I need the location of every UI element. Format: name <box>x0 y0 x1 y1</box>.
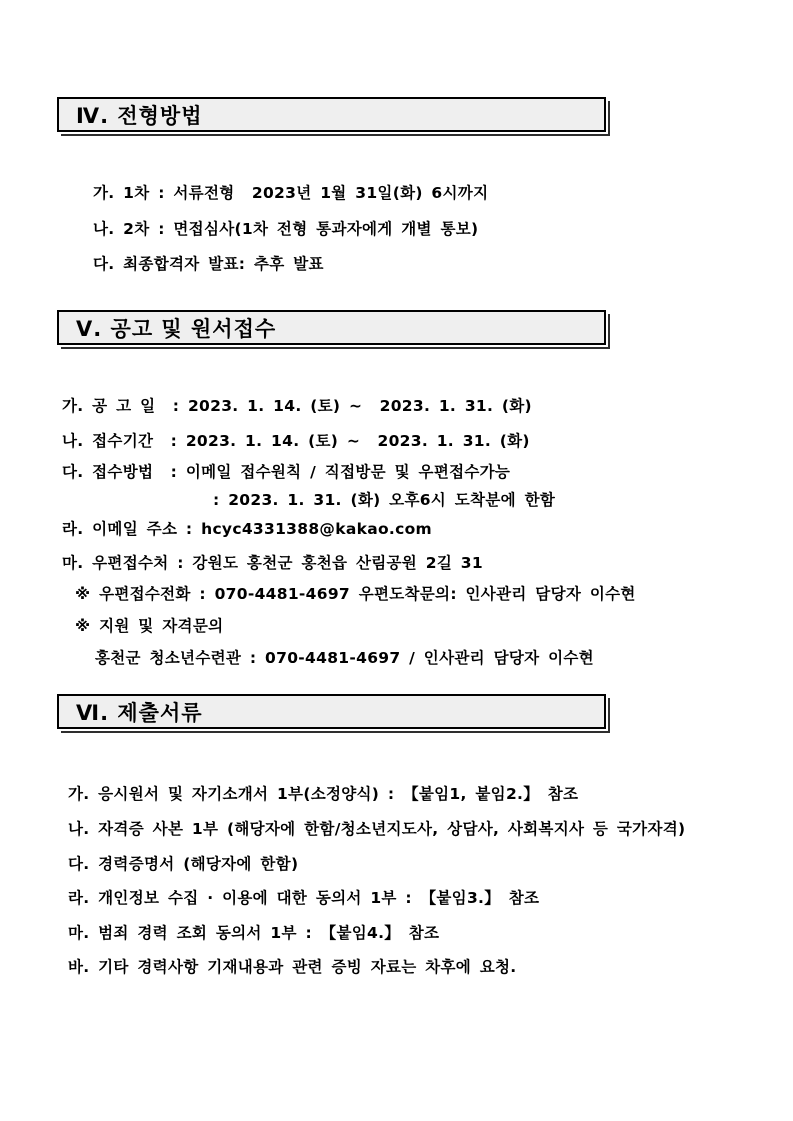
doc-line-email: 라. 이메일 주소 : hcyc4331388@kakao.com <box>62 520 432 538</box>
doc-line: 바. 기타 경력사항 기재내용과 관련 증빙 자료는 차후에 요청. <box>68 958 517 976</box>
doc-line: 다. 최종합격자 발표: 추후 발표 <box>93 255 324 273</box>
section-header-submission-documents <box>57 694 606 729</box>
doc-line: 가. 1차 : 서류전형 2023년 1월 31일(화) 6시까지 <box>93 184 489 202</box>
doc-line-continuation: : 2023. 1. 31. (화) 오후6시 도착분에 한함 <box>213 491 556 509</box>
doc-line: 나. 접수기간 : 2023. 1. 14. (토) ~ 2023. 1. 31. (화) <box>62 432 530 450</box>
doc-line: 라. 개인정보 수집 · 이용에 대한 동의서 1부 : 【붙임3.】 참조 <box>68 889 540 907</box>
doc-line: 다. 접수방법 : 이메일 접수원칙 / 직접방문 및 우편접수가능 <box>62 463 511 481</box>
doc-note-inquiry: ※ 지원 및 자격문의 <box>75 617 224 635</box>
section-title: Ⅳ. 전형방법 <box>76 103 203 128</box>
doc-line: 마. 범죄 경력 조회 동의서 1부 : 【붙임4.】 참조 <box>68 924 440 942</box>
doc-note-inquiry-detail: 홍천군 청소년수련관 : 070-4481-4697 / 인사관리 담당자 이수현 <box>95 649 594 667</box>
section-header-selection-method <box>57 97 606 132</box>
doc-line: 가. 응시원서 및 자기소개서 1부(소정양식) : 【붙임1, 붙임2.】 참조 <box>68 785 579 803</box>
doc-line: 가. 공 고 일 : 2023. 1. 14. (토) ~ 2023. 1. 31. (화) <box>62 397 532 415</box>
doc-line: 나. 자격증 사본 1부 (해당자에 한함/청소년지도사, 상담사, 사회복지사 등 국가자격) <box>68 820 686 838</box>
doc-note-phone: ※ 우편접수전화 : 070-4481-4697 우편도착문의: 인사관리 담당자 이수현 <box>75 585 636 603</box>
section-title: Ⅴ. 공고 및 원서접수 <box>76 316 277 341</box>
section-title: Ⅵ. 제출서류 <box>76 700 203 725</box>
section-header-announcement-application <box>57 310 606 345</box>
doc-line-address: 마. 우편접수처 : 강원도 홍천군 홍천읍 산림공원 2길 31 <box>62 554 483 572</box>
doc-line: 다. 경력증명서 (해당자에 한함) <box>68 855 299 873</box>
doc-line: 나. 2차 : 면접심사(1차 전형 통과자에게 개별 통보) <box>93 220 479 238</box>
